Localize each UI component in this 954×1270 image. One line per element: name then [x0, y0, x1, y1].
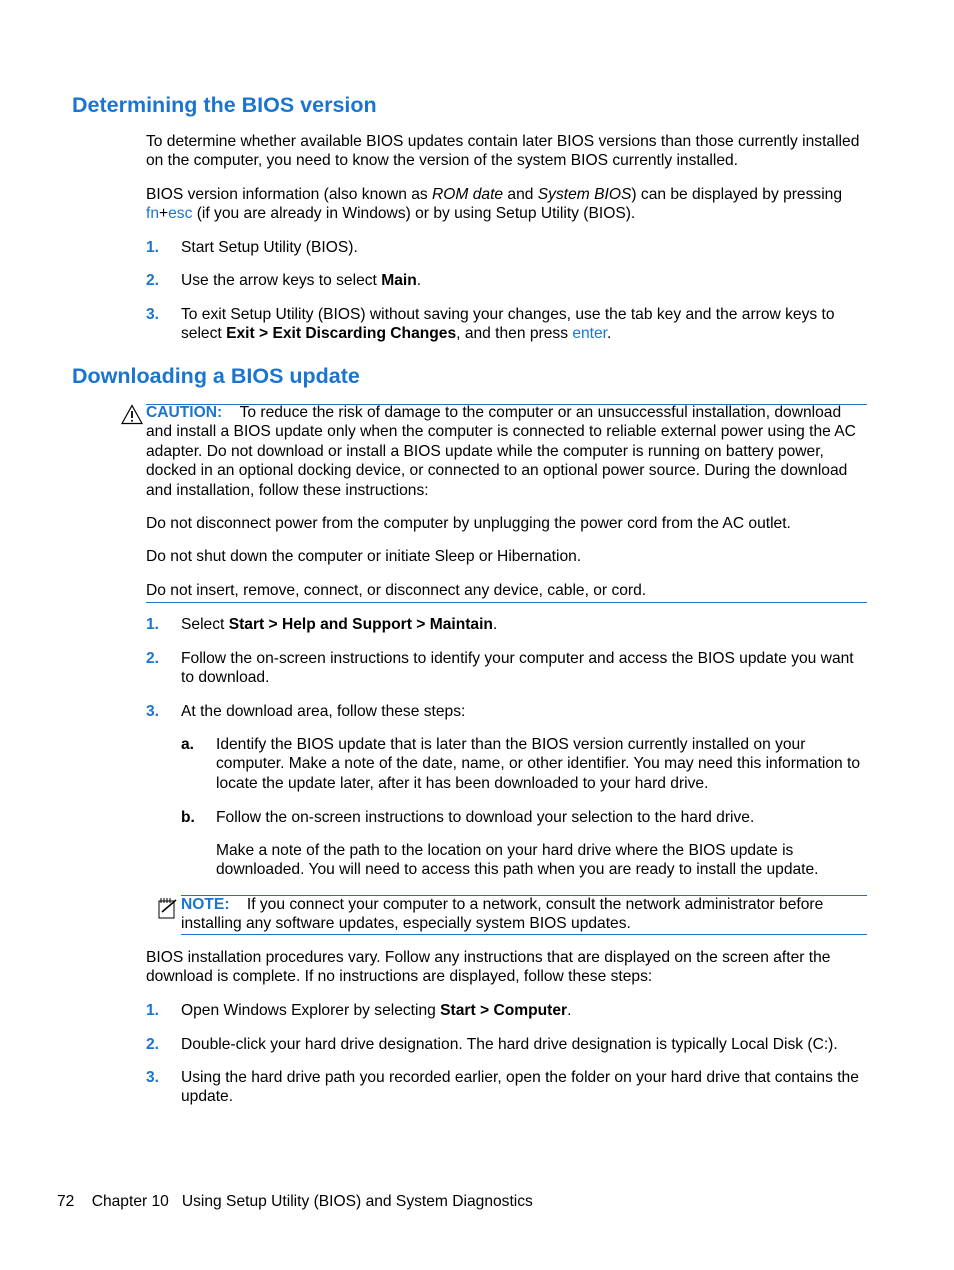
substep-text: Identify the BIOS update that is later than the BIOS version currently installed on your computer. Make a note of the date, name, or other identifier. You may need this information to locate the update later, after it has been downloaded to your hard drive.	[216, 736, 861, 792]
step-number: 2.	[146, 272, 160, 289]
substep-letter: b.	[181, 809, 195, 826]
note-paragraph	[181, 895, 867, 934]
caution-paragraph	[146, 403, 868, 500]
chapter-title: Using Setup Utility (BIOS) and System Diagnostics	[181, 1193, 533, 1210]
note-label: NOTE:	[181, 896, 230, 913]
key-enter: enter	[572, 325, 608, 343]
step-text	[181, 615, 869, 634]
chapter-label: Chapter 10	[91, 1193, 169, 1210]
menu-main: Main	[381, 272, 417, 289]
step-number: 3.	[146, 703, 160, 720]
system-bios-term: System BIOS	[537, 186, 632, 203]
caution-item: Do not disconnect power from the computer by unplugging the power cord from the AC outlet.	[146, 515, 791, 532]
step-number: 1.	[146, 239, 160, 256]
text-run: .	[492, 616, 498, 633]
step-number: 3.	[146, 1069, 160, 1086]
step-text	[181, 305, 869, 344]
rom-date-term: ROM date	[432, 186, 504, 203]
step-text: Start Setup Utility (BIOS).	[181, 239, 358, 256]
caution-item: Do not insert, remove, connect, or disconnect any device, cable, or cord.	[146, 582, 647, 599]
text-run: Select	[181, 616, 229, 633]
step-text: Using the hard drive path you recorded earlier, open the folder on your hard drive that contains the update.	[181, 1069, 859, 1106]
caution-bottom-rule	[146, 602, 867, 603]
text-run: Open Windows Explorer by selecting	[181, 1002, 441, 1019]
bios-version-info-paragraph	[146, 185, 871, 224]
caution-item: Do not shut down the computer or initiate Sleep or Hibernation.	[146, 548, 582, 565]
text-run: (if you are already in Windows) or by using Setup Utility (BIOS).	[192, 205, 636, 223]
text-run: and	[503, 186, 538, 203]
step-number: 3.	[146, 306, 160, 323]
caution-label: CAUTION:	[146, 404, 223, 421]
menu-exit-discarding: Exit > Exit Discarding Changes	[226, 325, 457, 343]
section-heading-downloading-bios-update: Downloading a BIOS update	[72, 364, 360, 388]
text-run: Use the arrow keys to select	[181, 272, 382, 289]
page-footer	[57, 1192, 533, 1211]
install-paragraph: BIOS installation procedures vary. Follow any instructions that are displayed on the screen after the download is complete. If no instructions are displayed, follow these steps:	[146, 949, 831, 986]
page-number: 72	[57, 1193, 75, 1210]
step-text: At the download area, follow these steps:	[181, 703, 466, 720]
text-run: .	[567, 1002, 572, 1019]
text-run: BIOS version information (also known as	[146, 186, 433, 203]
plus-sign: +	[159, 205, 169, 223]
step-text	[181, 271, 869, 290]
substep-note-paragraph: Make a note of the path to the location on your hard drive where the BIOS update is downloaded. You will need to access this path when you are ready to install the update.	[216, 842, 819, 879]
step-text: Double-click your hard drive designation. The hard drive designation is typically Local Disk (C:).	[181, 1036, 838, 1053]
intro-paragraph: To determine whether available BIOS updates contain later BIOS versions than those currently installed on the computer, you need to know the version of the system BIOS currently installed.	[146, 133, 860, 170]
substep-letter: a.	[181, 736, 195, 753]
caution-text: To reduce the risk of damage to the computer or an unsuccessful installation, download and install a BIOS update only when the computer is connected to reliable external power using the AC adapter. Do not download or install a BIOS update while the computer is running on battery power, docked in an optional docking device, or connected to an optional power source. During the download and installation, follow these instructions:	[146, 404, 856, 499]
menu-path: Start > Computer	[440, 1002, 568, 1019]
step-number: 2.	[146, 1036, 160, 1053]
step-number: 1.	[146, 616, 160, 633]
step-text	[181, 1001, 869, 1020]
section-heading-determining-bios-version: Determining the BIOS version	[72, 93, 377, 117]
note-text: If you connect your computer to a network, consult the network administrator before installing any software updates, especially system BIOS updates.	[181, 896, 824, 933]
step-text: Follow the on-screen instructions to identify your computer and access the BIOS update you want to download.	[181, 650, 854, 687]
key-esc: esc	[168, 205, 193, 223]
text-run: , and then press	[456, 325, 573, 343]
note-bottom-rule	[181, 934, 867, 935]
text-run: To exit Setup Utility (BIOS) without saving your changes, use the tab key and the arrow keys to select	[181, 306, 835, 343]
menu-path: Start > Help and Support > Maintain	[228, 616, 493, 633]
substep-text: Follow the on-screen instructions to download your selection to the hard drive.	[216, 809, 755, 826]
text-run: ) can be displayed by pressing	[631, 186, 843, 203]
step-number: 1.	[146, 1002, 160, 1019]
text-run: .	[607, 325, 612, 343]
key-fn: fn	[146, 205, 160, 223]
text-run: .	[416, 272, 422, 289]
notepad-icon	[157, 896, 179, 920]
step-number: 2.	[146, 650, 160, 667]
warning-triangle-icon	[121, 404, 143, 425]
